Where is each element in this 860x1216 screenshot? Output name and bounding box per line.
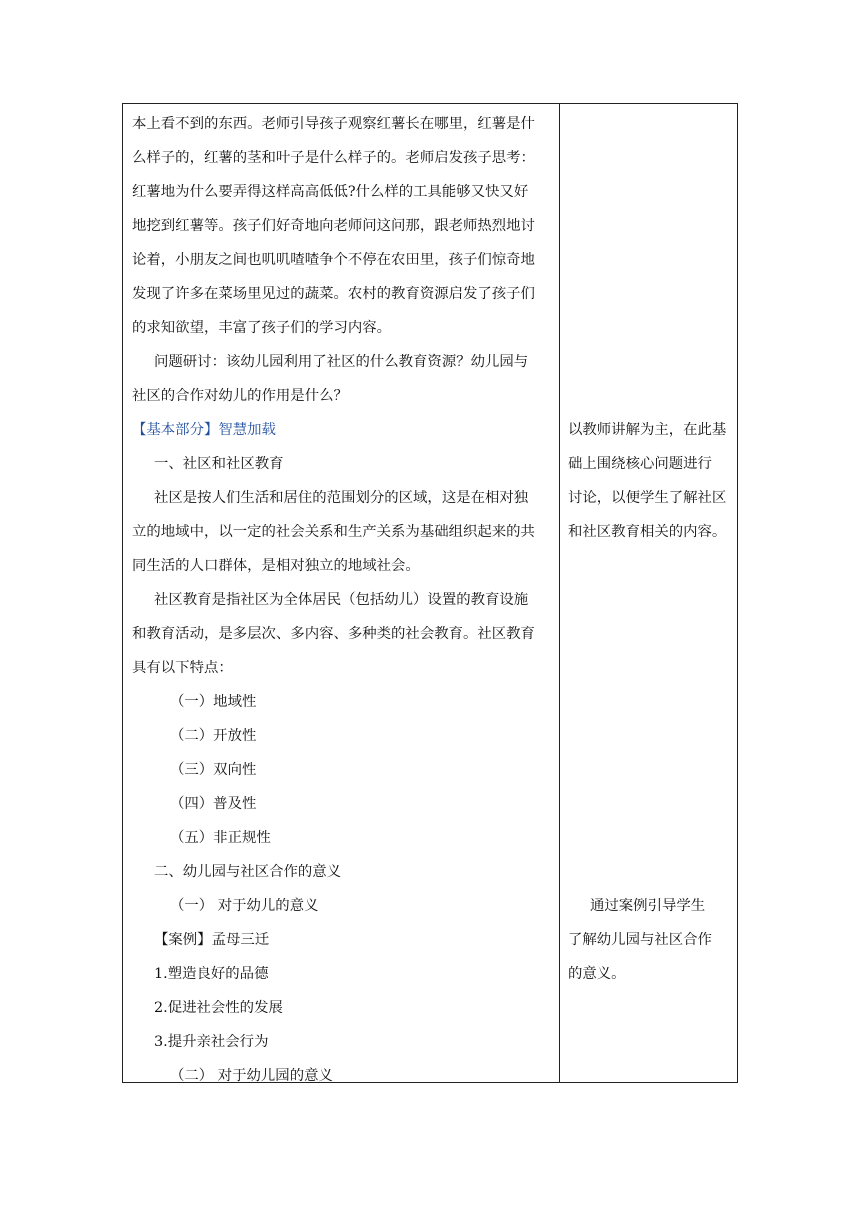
- paragraph-line: 具有以下特点：: [132, 660, 233, 676]
- list-item: （二）开放性: [170, 728, 257, 744]
- note-line: 和社区教育相关的内容。: [568, 524, 727, 540]
- list-item: 1.塑造良好的品德: [154, 966, 269, 982]
- paragraph-line: 同生活的人口群体，是相对独立的地域社会。: [132, 558, 420, 574]
- list-item: （四）普及性: [170, 796, 257, 812]
- note-line: 础上围绕核心问题进行: [568, 456, 712, 472]
- paragraph-line: 本上看不到的东西。老师引导孩子观察红薯长在哪里，红薯是什: [132, 116, 535, 132]
- paragraph-line: 社区的合作对幼儿的作用是什么？: [132, 388, 348, 404]
- sub-heading: （二） 对于幼儿园的意义: [170, 1068, 333, 1084]
- list-item: 3.提升亲社会行为: [154, 1034, 269, 1050]
- note-line: 的意义。: [568, 966, 626, 982]
- paragraph-line: 地挖到红薯等。孩子们好奇地向老师问这问那，跟老师热烈地讨: [132, 218, 535, 234]
- paragraph-line: 红薯地为什么要弄得这样高高低低?什么样的工具能够又快又好: [132, 184, 529, 200]
- list-item: （一）地域性: [170, 694, 257, 710]
- paragraph-line: 和教育活动，是多层次、多内容、多种类的社会教育。社区教育: [132, 626, 535, 642]
- section-heading-basic: 【基本部分】智慧加载: [132, 422, 276, 438]
- paragraph-line: 么样子的，红薯的茎和叶子是什么样子的。老师启发孩子思考：: [132, 150, 535, 166]
- heading-cooperation-significance: 二、幼儿园与社区合作的意义: [154, 864, 342, 880]
- paragraph-line: 社区教育是指社区为全体居民（包括幼儿）设置的教育设施: [154, 592, 529, 608]
- note-line: 了解幼儿园与社区合作: [568, 932, 712, 948]
- column-divider: [559, 104, 560, 1082]
- sub-heading: （一） 对于幼儿的意义: [170, 898, 319, 914]
- list-item: 2.促进社会性的发展: [154, 1000, 283, 1016]
- list-item: （三）双向性: [170, 762, 257, 778]
- paragraph-line: 社区是按人们生活和居住的范围划分的区域，这是在相对独: [154, 490, 529, 506]
- paragraph-line: 论着，小朋友之间也叽叽喳喳争个不停在农田里，孩子们惊奇地: [132, 252, 535, 268]
- discussion-question: 问题研讨：该幼儿园利用了社区的什么教育资源？幼儿园与: [154, 354, 529, 370]
- list-item: （五）非正规性: [170, 830, 271, 846]
- paragraph-line: 立的地域中，以一定的社会关系和生产关系为基础组织起来的共: [132, 524, 535, 540]
- note-line: 讨论，以便学生了解社区: [568, 490, 727, 506]
- note-line: 通过案例引导学生: [590, 898, 706, 914]
- lesson-plan-table: [122, 103, 738, 1083]
- heading-community-education: 一、社区和社区教育: [154, 456, 284, 472]
- paragraph-line: 发现了许多在菜场里见过的蔬菜。农村的教育资源启发了孩子们: [132, 286, 535, 302]
- paragraph-line: 的求知欲望，丰富了孩子们的学习内容。: [132, 320, 392, 336]
- case-label: 【案例】孟母三迁: [154, 932, 270, 948]
- note-line: 以教师讲解为主，在此基: [568, 422, 727, 438]
